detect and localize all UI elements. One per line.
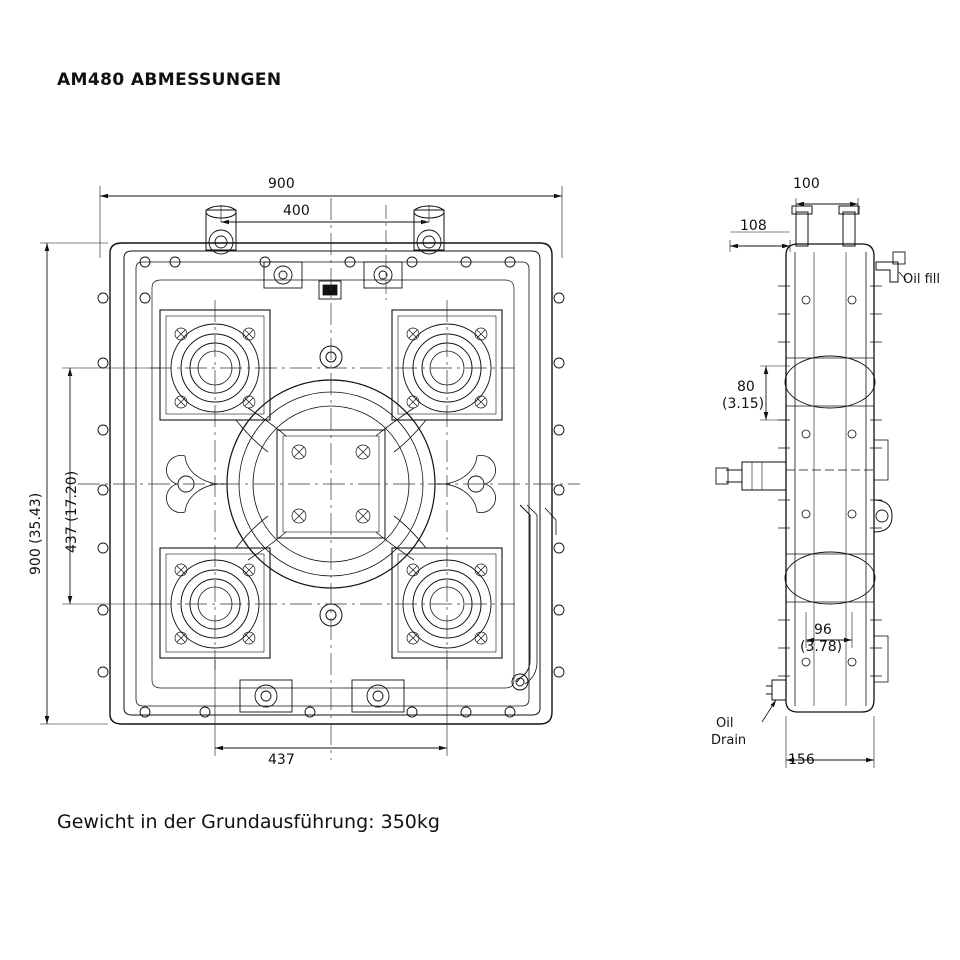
oil-drain-port [766,680,786,700]
weight-note: Gewicht in der Grundausführung: 350kg [57,811,440,833]
dim-side-mid-height: 80 [737,379,755,395]
page-title: AM480 ABMESSUNGEN [57,70,282,90]
top-nozzles [206,206,444,254]
dim-bolt-span-top: 400 [283,203,310,219]
dim-side-flange-offset: 108 [740,218,767,234]
dim-overall-height: 900 (35.43) [28,492,44,575]
dim-side-mid-height-inch: (3.15) [722,396,765,412]
top-flanges [264,262,402,299]
dim-mount-height: 437 (17.20) [64,470,80,553]
top-view-geometry [40,186,580,760]
dim-side-base-width: 156 [788,752,815,768]
callout-oil-drain-line1: Oil [716,716,734,731]
callout-oil-drain-line2: Drain [711,733,747,748]
side-bolts [778,286,882,676]
bottom-flanges [240,680,404,712]
dim-side-top-width: 100 [793,176,820,192]
side-left-bracket [716,462,786,490]
callout-oil-fill: Oil fill [903,272,941,287]
oil-fill-port [876,252,905,282]
side-top-nozzles [792,206,859,246]
dim-side-lower-height: 96 [814,622,832,638]
dim-side-lower-height-inch: (3.78) [800,639,843,655]
side-right-lug [874,440,892,682]
dim-mount-width: 437 [268,752,295,768]
dim-overall-width: 900 [268,176,295,192]
side-view-geometry [716,198,906,768]
